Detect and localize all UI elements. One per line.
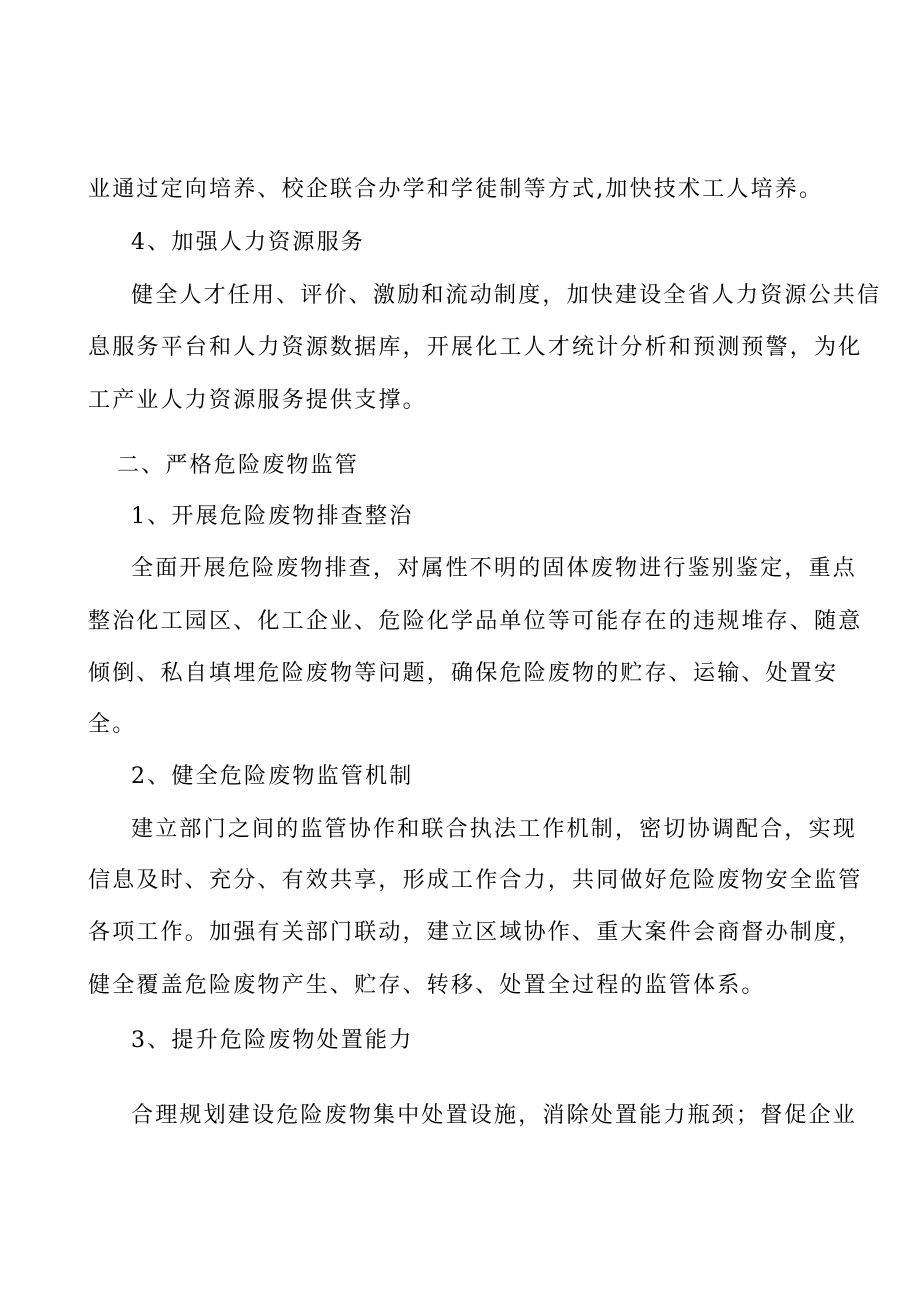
section-heading-2: 二、严格危险废物监管 [117,453,360,478]
paragraph-line: 全面开展危险废物排查，对属性不明的固体废物进行鉴别鉴定，重点 [131,556,858,581]
subheading-1: 1、开展危险废物排查整治 [131,504,414,529]
paragraph-line: 信息及时、充分、有效共享，形成工作合力，共同做好危险废物安全监管 [88,868,863,893]
paragraph-line: 健全覆盖危险废物产生、贮存、转移、处置全过程的监管体系。 [88,973,766,998]
subheading-4: 4、加强人力资源服务 [131,230,365,255]
paragraph-line: 各项工作。加强有关部门联动，建立区域协作、重大案件会商督办制度， [88,920,863,945]
paragraph-line: 合理规划建设危险废物集中处置设施，消除处置能力瓶颈；督促企业 [131,1103,858,1128]
subheading-3: 3、提升危险废物处置能力 [131,1028,414,1053]
paragraph-line: 健全人才任用、评价、激励和流动制度，加快建设全省人力资源公共信 [131,283,882,308]
paragraph-line: 息服务平台和人力资源数据库，开展化工人才统计分析和预测预警，为化 [88,335,863,360]
paragraph-line: 全。 [88,712,137,737]
paragraph-line: 整治化工园区、化工企业、危险化学品单位等可能存在的违规堆存、随意 [88,609,863,634]
paragraph-line: 倾倒、私自填埋危险废物等问题，确保危险废物的贮存、运输、处置安 [88,661,839,686]
paragraph-continuation-line: 业通过定向培养、校企联合办学和学徒制等方式,加快技术工人培养。 [88,177,824,202]
paragraph-line: 建立部门之间的监管协作和联合执法工作机制，密切协调配合，实现 [131,817,858,842]
subheading-2: 2、健全危险废物监管机制 [131,764,414,789]
paragraph-line: 工产业人力资源服务提供支撑。 [88,388,427,413]
